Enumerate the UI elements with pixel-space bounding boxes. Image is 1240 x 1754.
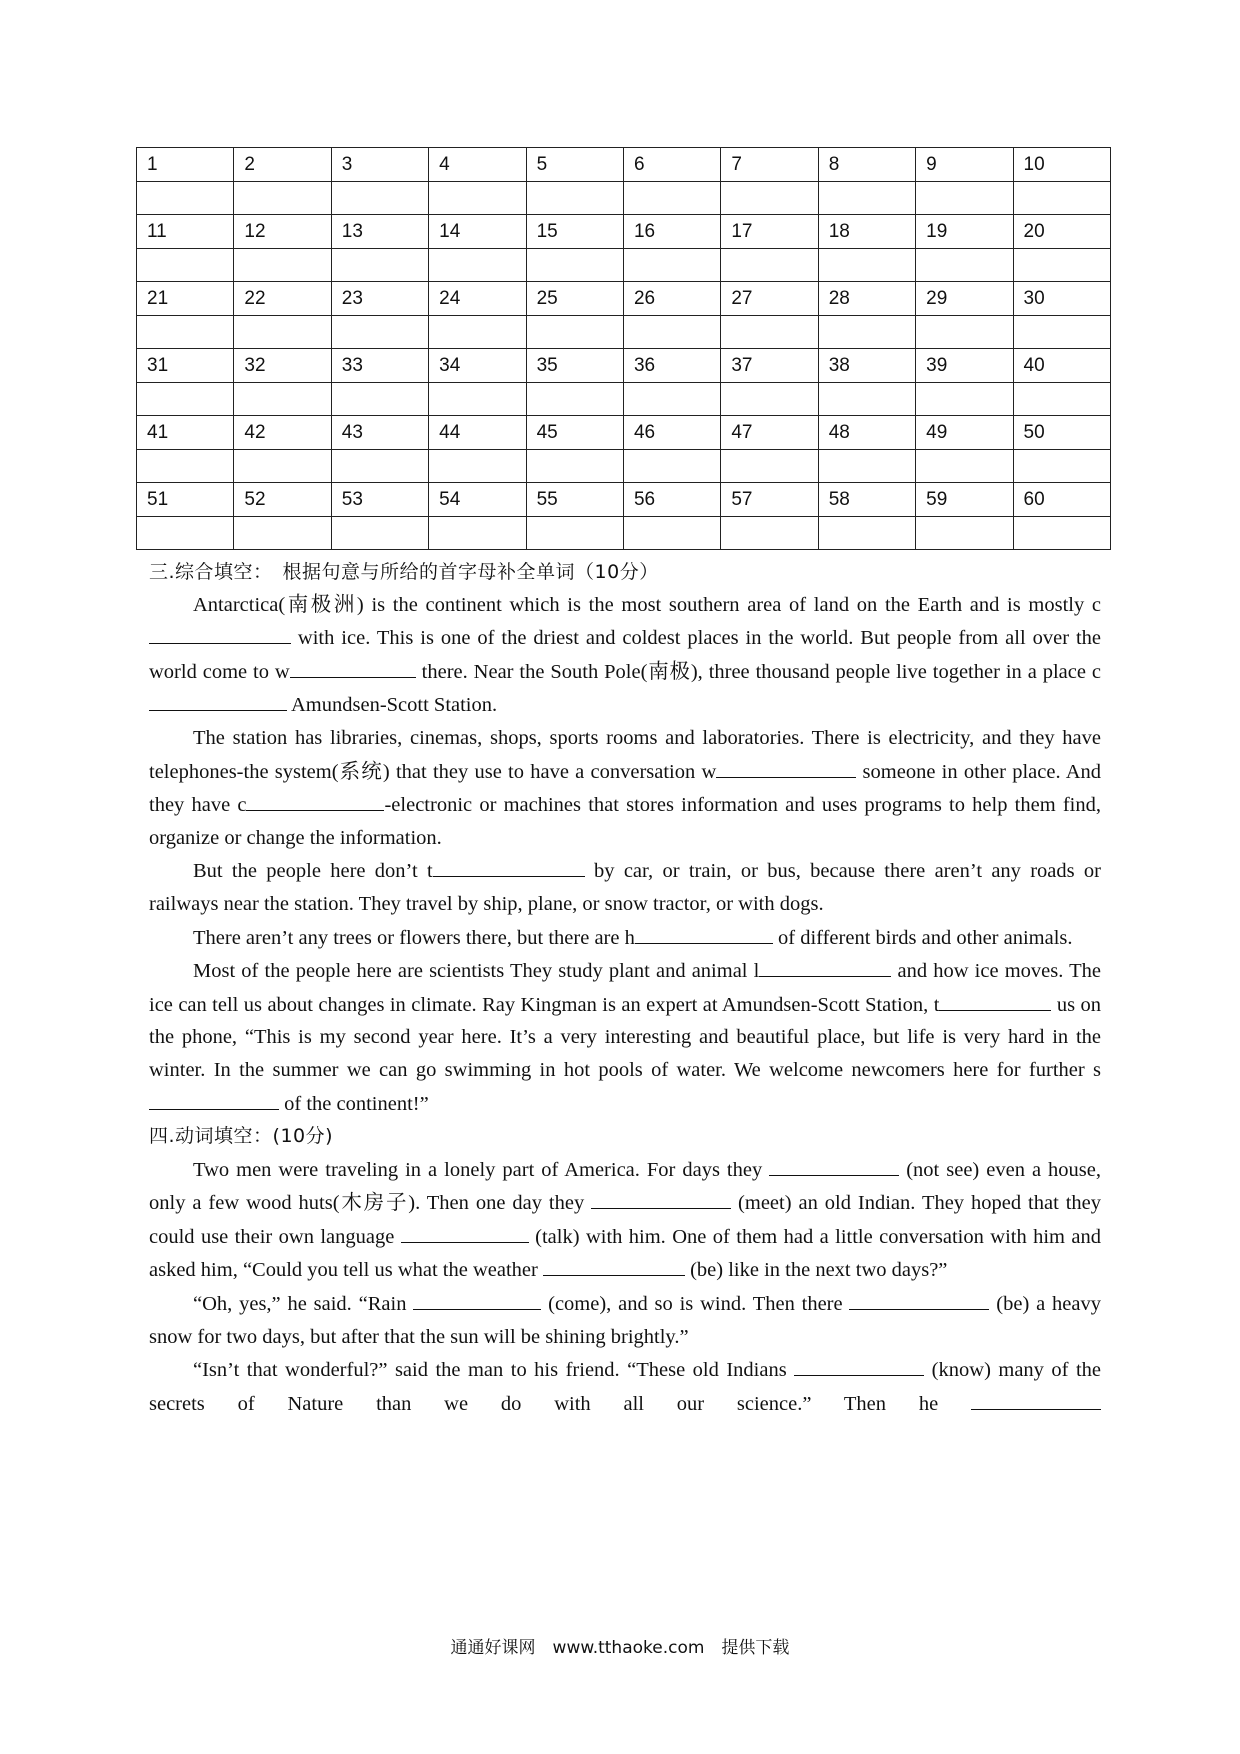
grid-answer-cell[interactable]: [1013, 181, 1110, 215]
grid-number-cell: 27: [721, 282, 818, 316]
blank-13[interactable]: [401, 1220, 529, 1243]
text-run: But the people here don’t t: [193, 860, 433, 883]
blank-8[interactable]: [759, 954, 891, 977]
grid-number-cell: 11: [137, 215, 234, 249]
grid-answer-row: [137, 315, 1111, 349]
grid-number-row: [137, 282, 1111, 316]
text-run: by car, or train, or bus, because there aren’t any roads or railways near the station. They travel by ship, plane, or snow tractor, or with dogs.: [149, 860, 1102, 915]
s3-paragraph-5: [149, 954, 1101, 1120]
grid-answer-cell[interactable]: [234, 382, 331, 416]
grid-number-cell: 21: [137, 282, 234, 316]
grid-answer-cell[interactable]: [1013, 516, 1110, 550]
grid-number-cell: 2: [234, 148, 331, 182]
grid-number-cell: 49: [916, 416, 1013, 450]
text-run: Two men were traveling in a lonely part of America. For days they: [193, 1158, 770, 1181]
text-run: of the continent!”: [279, 1092, 429, 1115]
grid-number-cell: 44: [429, 416, 526, 450]
grid-answer-row: [137, 516, 1111, 550]
blank-5[interactable]: [246, 788, 384, 811]
grid-number-cell: 7: [721, 148, 818, 182]
text-run: -electronic or machines that stores information and uses programs to help them find, organize or change the information.: [149, 794, 1101, 849]
grid-number-cell: 33: [331, 349, 428, 383]
grid-answer-row: [137, 449, 1111, 483]
blank-6[interactable]: [433, 854, 585, 877]
grid-answer-cell[interactable]: [137, 315, 234, 349]
grid-number-row: [137, 215, 1111, 249]
grid-number-cell: 39: [916, 349, 1013, 383]
grid-answer-cell[interactable]: [234, 449, 331, 483]
text-run: Amundsen-Scott Station.: [287, 694, 498, 717]
grid-answer-cell[interactable]: [429, 449, 526, 483]
grid-answer-cell[interactable]: [331, 315, 428, 349]
grid-number-cell: 9: [916, 148, 1013, 182]
grid-answer-cell[interactable]: [429, 315, 526, 349]
grid-number-cell: 37: [721, 349, 818, 383]
grid-answer-cell[interactable]: [137, 181, 234, 215]
blank-16[interactable]: [849, 1287, 989, 1310]
grid-answer-cell[interactable]: [721, 516, 818, 550]
grid-answer-cell[interactable]: [721, 248, 818, 282]
grid-number-cell: 45: [526, 416, 623, 450]
grid-answer-cell[interactable]: [137, 382, 234, 416]
s3-paragraph-1: [149, 589, 1101, 722]
text-run: “Isn’t that wonderful?” said the man to his friend. “These old Indians: [193, 1359, 795, 1382]
grid-answer-cell[interactable]: [721, 181, 818, 215]
grid-answer-cell[interactable]: [916, 315, 1013, 349]
grid-answer-cell[interactable]: [818, 382, 915, 416]
text-run: “Oh, yes,” he said. “Rain: [193, 1293, 414, 1316]
grid-answer-cell[interactable]: [526, 248, 623, 282]
grid-answer-cell[interactable]: [234, 516, 331, 550]
grid-number-cell: 42: [234, 416, 331, 450]
grid-answer-cell[interactable]: [623, 315, 720, 349]
text-run: and how ice moves. The ice can tell us about changes in climate. Ray Kingman is an expert at Amundsen-Scott Station, t: [149, 960, 1102, 1016]
grid-number-cell: 22: [234, 282, 331, 316]
grid-answer-cell[interactable]: [916, 181, 1013, 215]
exam-content: [149, 556, 1101, 1420]
grid-answer-cell[interactable]: [916, 248, 1013, 282]
blank-12[interactable]: [591, 1186, 731, 1209]
blank-1[interactable]: [149, 621, 291, 644]
grid-answer-cell[interactable]: [623, 181, 720, 215]
grid-number-cell: 43: [331, 416, 428, 450]
grid-number-cell: 3: [331, 148, 428, 182]
blank-9[interactable]: [939, 988, 1051, 1011]
grid-number-cell: 29: [916, 282, 1013, 316]
grid-answer-cell[interactable]: [623, 382, 720, 416]
grid-answer-cell[interactable]: [526, 449, 623, 483]
grid-number-cell: 50: [1013, 416, 1110, 450]
grid-number-cell: 47: [721, 416, 818, 450]
section-4-title: 四.动词填空：(10分): [149, 1125, 334, 1148]
grid-answer-row: [137, 248, 1111, 282]
grid-answer-row: [137, 181, 1111, 215]
grid-answer-cell[interactable]: [1013, 315, 1110, 349]
s4-paragraph-3: [149, 1353, 1101, 1420]
grid-answer-cell[interactable]: [818, 449, 915, 483]
grid-number-row: [137, 148, 1111, 182]
blank-10[interactable]: [149, 1087, 279, 1110]
blank-15[interactable]: [413, 1287, 541, 1310]
text-run: (know) many of the secrets of Nature than we do with all our science.” Then he: [149, 1359, 1102, 1415]
grid-answer-cell[interactable]: [623, 248, 720, 282]
grid-number-cell: 31: [137, 349, 234, 383]
text-run: there. Near the South Pole(南极), three thousand people live together in a place c: [415, 660, 1101, 683]
blank-11[interactable]: [769, 1153, 899, 1176]
grid-number-cell: 6: [623, 148, 720, 182]
grid-number-cell: 51: [137, 483, 234, 517]
text-run: Antarctica(南极洲) is the continent which is the most southern area of land on the Earth and is mostly c: [193, 593, 1101, 616]
blank-2[interactable]: [290, 655, 416, 678]
grid-answer-cell[interactable]: [234, 248, 331, 282]
grid-answer-cell[interactable]: [721, 382, 818, 416]
grid-answer-cell[interactable]: [818, 181, 915, 215]
page-footer: 通通好课网 www.tthaoke.com 提供下载: [450, 1638, 790, 1658]
grid-number-cell: 18: [818, 215, 915, 249]
grid-number-cell: 46: [623, 416, 720, 450]
grid-answer-cell[interactable]: [331, 449, 428, 483]
grid-number-cell: 53: [331, 483, 428, 517]
blank-3[interactable]: [149, 688, 287, 711]
grid-answer-cell[interactable]: [331, 382, 428, 416]
grid-answer-cell[interactable]: [1013, 248, 1110, 282]
grid-number-cell: 35: [526, 349, 623, 383]
grid-answer-cell[interactable]: [526, 516, 623, 550]
grid-number-cell: 20: [1013, 215, 1110, 249]
grid-number-cell: 5: [526, 148, 623, 182]
grid-number-cell: 56: [623, 483, 720, 517]
grid-number-cell: 1: [137, 148, 234, 182]
text-run: Most of the people here are scientists They study plant and animal l: [193, 960, 760, 983]
grid-number-cell: 23: [331, 282, 428, 316]
grid-answer-cell[interactable]: [818, 516, 915, 550]
grid-number-cell: 13: [331, 215, 428, 249]
grid-number-cell: 41: [137, 416, 234, 450]
grid-number-cell: 38: [818, 349, 915, 383]
blank-4[interactable]: [716, 755, 856, 778]
grid-number-cell: 48: [818, 416, 915, 450]
grid-number-cell: 54: [429, 483, 526, 517]
grid-number-cell: 36: [623, 349, 720, 383]
grid-number-cell: 12: [234, 215, 331, 249]
blank-18[interactable]: [971, 1387, 1101, 1410]
grid-answer-cell[interactable]: [429, 516, 526, 550]
grid-number-cell: 4: [429, 148, 526, 182]
s3-paragraph-3: [149, 854, 1101, 920]
grid-answer-cell[interactable]: [916, 449, 1013, 483]
blank-17[interactable]: [794, 1353, 924, 1376]
grid-answer-cell[interactable]: [137, 516, 234, 550]
grid-number-cell: 59: [916, 483, 1013, 517]
grid-answer-cell[interactable]: [429, 382, 526, 416]
grid-number-cell: 30: [1013, 282, 1110, 316]
grid-answer-row: [137, 382, 1111, 416]
grid-answer-cell[interactable]: [137, 449, 234, 483]
grid-answer-cell[interactable]: [331, 181, 428, 215]
grid-number-row: [137, 483, 1111, 517]
answer-grid: [136, 147, 1111, 550]
grid-answer-cell[interactable]: [1013, 382, 1110, 416]
text-run: us on the phone, “This is my second year here. It’s a very interesting and beautiful place, but life is very hard in the winter. In the summer we can go swimming in hot pools of water. We welcome newcomers here for further s: [149, 993, 1101, 1081]
grid-answer-cell[interactable]: [1013, 449, 1110, 483]
text-run: (come), and so is wind. Then there: [541, 1293, 850, 1316]
text-run: (not see) even a house, only a few wood huts(木房子). Then one day they: [149, 1158, 1101, 1215]
grid-number-cell: 26: [623, 282, 720, 316]
grid-number-cell: 57: [721, 483, 818, 517]
grid-answer-cell[interactable]: [721, 449, 818, 483]
grid-number-row: [137, 349, 1111, 383]
grid-answer-cell[interactable]: [234, 315, 331, 349]
text-run: (be) like in the next two days?”: [684, 1259, 948, 1282]
grid-number-cell: 40: [1013, 349, 1110, 383]
blank-7[interactable]: [635, 921, 773, 944]
grid-number-cell: 28: [818, 282, 915, 316]
grid-number-cell: 17: [721, 215, 818, 249]
grid-number-cell: 14: [429, 215, 526, 249]
grid-number-row: [137, 416, 1111, 450]
text-run: The station has libraries, cinemas, shops, sports rooms and laboratories. There is electricity, and they have telephones-the system(系统) that they use to have a conversation w: [149, 726, 1101, 783]
text-run: (talk) with him. One of them had a little conversation with him and asked him, “Could you tell us what the weather: [149, 1225, 1102, 1282]
grid-answer-cell[interactable]: [331, 516, 428, 550]
text-run: of different birds and other animals.: [772, 926, 1073, 949]
grid-number-cell: 8: [818, 148, 915, 182]
grid-answer-cell[interactable]: [623, 516, 720, 550]
grid-answer-cell[interactable]: [526, 181, 623, 215]
grid-answer-cell[interactable]: [331, 248, 428, 282]
grid-number-cell: 52: [234, 483, 331, 517]
grid-answer-cell[interactable]: [916, 516, 1013, 550]
grid-number-cell: 34: [429, 349, 526, 383]
grid-number-cell: 58: [818, 483, 915, 517]
grid-number-cell: 25: [526, 282, 623, 316]
grid-answer-cell[interactable]: [234, 181, 331, 215]
grid-answer-cell[interactable]: [721, 315, 818, 349]
section-3-title: 三.综合填空： 根据句意与所给的首字母补全单词（10分）: [149, 561, 659, 583]
grid-answer-cell[interactable]: [429, 181, 526, 215]
blank-14[interactable]: [543, 1253, 685, 1276]
s4-paragraph-1: [149, 1153, 1101, 1287]
grid-answer-cell[interactable]: [818, 248, 915, 282]
text-run: (be) a heavy snow for two days, but after that the sun will be shining brightly.”: [149, 1293, 1101, 1348]
s4-paragraph-2: [149, 1287, 1101, 1353]
s3-paragraph-2: [149, 722, 1101, 854]
grid-number-cell: 55: [526, 483, 623, 517]
grid-answer-cell[interactable]: [526, 382, 623, 416]
text-run: someone in other place. And they have c: [149, 760, 1101, 817]
grid-number-cell: 19: [916, 215, 1013, 249]
grid-number-cell: 60: [1013, 483, 1110, 517]
text-run: There aren’t any trees or flowers there, but there are h: [193, 926, 635, 949]
grid-answer-cell[interactable]: [429, 248, 526, 282]
grid-answer-cell[interactable]: [623, 449, 720, 483]
grid-number-cell: 24: [429, 282, 526, 316]
s3-paragraph-4: [149, 921, 1101, 955]
grid-answer-cell[interactable]: [526, 315, 623, 349]
grid-answer-cell[interactable]: [818, 315, 915, 349]
grid-number-cell: 15: [526, 215, 623, 249]
grid-answer-cell[interactable]: [916, 382, 1013, 416]
grid-number-cell: 32: [234, 349, 331, 383]
grid-number-cell: 16: [623, 215, 720, 249]
grid-answer-cell[interactable]: [137, 248, 234, 282]
grid-number-cell: 10: [1013, 148, 1110, 182]
text-run: with ice. This is one of the driest and coldest places in the world. But people from all over the world come to w: [149, 627, 1101, 683]
text-run: (meet) an old Indian. They hoped that they could use their own language: [149, 1192, 1101, 1248]
